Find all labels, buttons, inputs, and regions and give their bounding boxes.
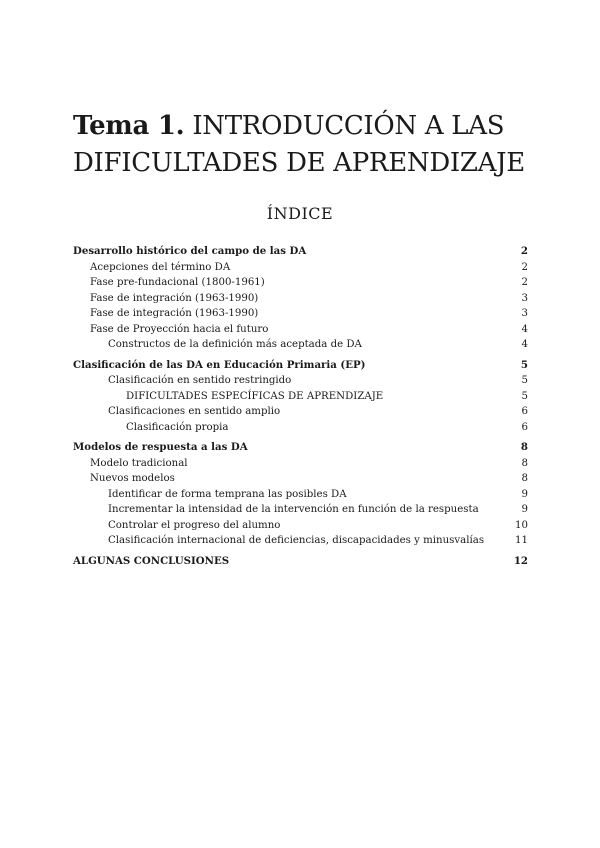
toc-entry-label: Fase de integración (1963-1990) (90, 292, 259, 304)
toc-entry[interactable] (73, 389, 528, 405)
toc-entry[interactable] (73, 502, 528, 518)
toc-entry[interactable] (73, 404, 528, 420)
toc-entry[interactable] (73, 244, 528, 260)
toc-entry-page: 5 (521, 375, 528, 386)
toc-entry-label: Clasificación de las DA en Educación Primaria (EP) (73, 358, 366, 371)
toc-entry-label: Incrementar la intensidad de la intervención en función de la respuesta (108, 504, 479, 515)
toc-entry-page: 5 (521, 390, 528, 402)
toc-entry-label: DIFICULTADES ESPECÍFICAS DE APRENDIZAJE (126, 390, 384, 402)
toc-entry[interactable] (73, 322, 528, 338)
toc-entry-label: Constructos de la definición más aceptada de DA (108, 339, 362, 350)
toc-entry-page: 3 (521, 308, 528, 319)
toc-entry-label: Fase de Proyección hacia el futuro (90, 323, 269, 335)
toc-entry-page: 6 (521, 421, 528, 433)
toc-entry-label: Modelo tradicional (90, 457, 188, 469)
toc-entry-label: Modelos de respuesta a las DA (73, 441, 248, 453)
toc-entry-page: 9 (521, 488, 528, 500)
toc-entry[interactable] (73, 487, 528, 503)
toc-entry[interactable] (73, 373, 528, 389)
toc-entry[interactable] (73, 337, 528, 353)
toc-entry[interactable] (73, 533, 528, 549)
toc-entry-label: Fase de integración (1963-1990) (90, 308, 259, 319)
table-of-contents (73, 244, 528, 569)
toc-entry-page: 11 (515, 535, 528, 546)
toc-entry[interactable] (73, 306, 528, 322)
toc-entry-label: Desarrollo histórico del campo de las DA (73, 245, 307, 257)
toc-entry[interactable] (73, 420, 528, 436)
toc-entry-label: Clasificaciones en sentido amplio (108, 406, 281, 417)
toc-entry-page: 9 (521, 504, 528, 515)
toc-entry-label: Clasificación propia (126, 421, 229, 433)
toc-entry[interactable] (73, 554, 528, 570)
toc-entry[interactable] (73, 358, 528, 374)
toc-entry-page: 12 (513, 554, 528, 567)
toc-entry-page: 2 (520, 245, 528, 257)
toc-entry[interactable] (73, 471, 528, 487)
toc-entry[interactable] (73, 440, 528, 456)
toc-entry-label: Identificar de forma temprana las posibles DA (108, 488, 347, 500)
toc-entry[interactable] (73, 456, 528, 472)
toc-entry[interactable] (73, 518, 528, 534)
index-heading: ÍNDICE (266, 204, 334, 223)
toc-entry-page: 2 (521, 277, 528, 288)
title-prefix: Tema 1. (73, 111, 185, 141)
title-line-1: INTRODUCCIÓN A LAS (192, 111, 505, 141)
toc-entry-label: Fase pre-fundacional (1800-1961) (90, 277, 265, 288)
toc-entry-label: Controlar el progreso del alumno (108, 519, 281, 531)
toc-entry-label: Acepciones del término DA (90, 261, 231, 273)
toc-entry-page: 8 (521, 473, 528, 484)
toc-entry-label: Clasificación internacional de deficiencias, discapacidades y minusvalías (108, 535, 485, 546)
toc-entry-page: 5 (520, 358, 528, 371)
toc-entry[interactable] (73, 260, 528, 276)
toc-entry-page: 8 (520, 441, 528, 453)
toc-entry-page: 10 (515, 519, 528, 531)
toc-entry-label: Nuevos modelos (90, 473, 175, 484)
toc-entry-page: 4 (521, 339, 528, 350)
toc-entry-page: 2 (521, 261, 528, 273)
toc-entry-page: 3 (521, 292, 528, 304)
title-line-2: DIFICULTADES DE APRENDIZAJE (73, 148, 525, 178)
document-title (73, 108, 553, 182)
toc-entry-page: 6 (521, 406, 528, 417)
toc-entry[interactable] (73, 291, 528, 307)
toc-entry-label: Clasificación en sentido restringido (108, 375, 292, 386)
toc-entry-label: ALGUNAS CONCLUSIONES (73, 554, 230, 567)
toc-entry-page: 8 (521, 457, 528, 469)
toc-entry-page: 4 (521, 323, 528, 335)
toc-entry[interactable] (73, 275, 528, 291)
